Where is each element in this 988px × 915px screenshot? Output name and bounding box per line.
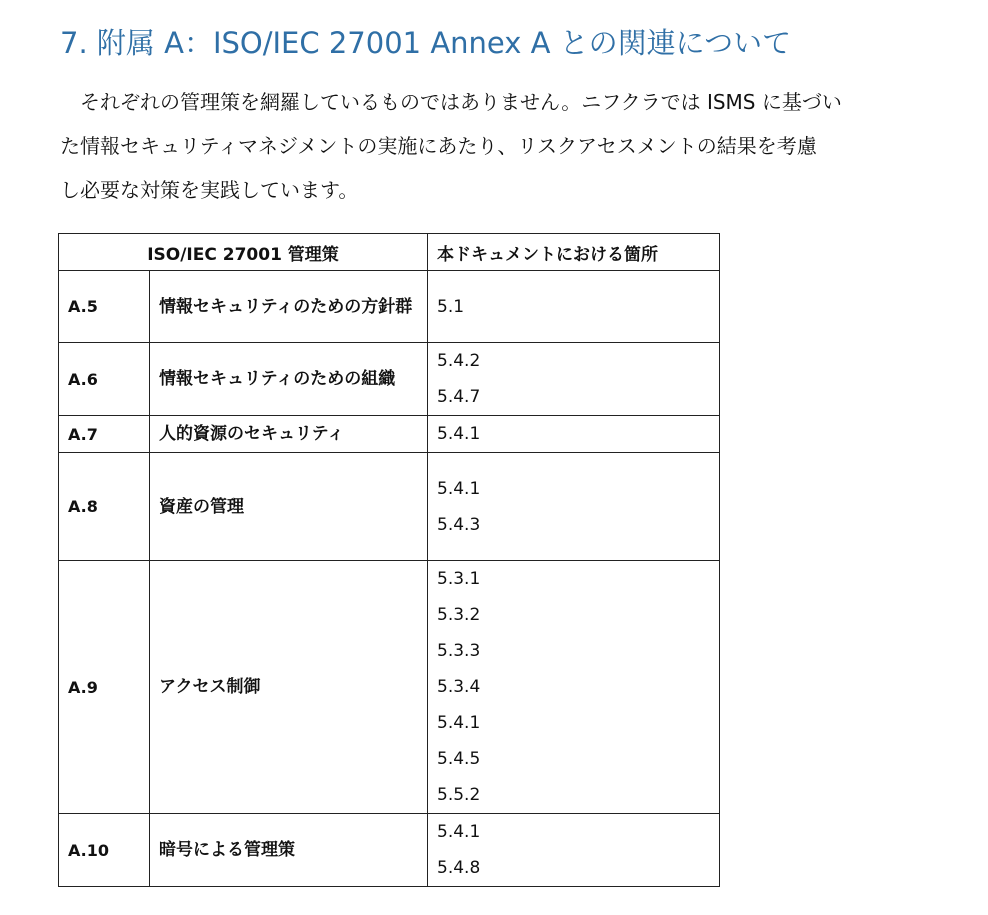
control-id: A.7 bbox=[59, 416, 150, 453]
intro-line: し必要な対策を実践しています。 bbox=[60, 178, 359, 202]
control-name: 人的資源のセキュリティ bbox=[150, 416, 428, 453]
header-iso-controls: ISO/IEC 27001 管理策 bbox=[59, 234, 428, 271]
control-id: A.5 bbox=[59, 271, 150, 343]
section-refs bbox=[428, 416, 720, 453]
section-ref: 5.3.3 bbox=[437, 641, 481, 661]
control-name: 暗号による管理策 bbox=[150, 814, 428, 887]
section-ref: 5.4.1 bbox=[437, 713, 481, 733]
control-id: A.10 bbox=[59, 814, 150, 887]
section-refs bbox=[428, 561, 720, 814]
section-ref: 5.3.4 bbox=[437, 677, 481, 697]
intro-line: た情報セキュリティマネジメントの実施にあたり、リスクアセスメントの結果を考慮 bbox=[60, 134, 817, 158]
control-name: アクセス制御 bbox=[150, 561, 428, 814]
section-heading: 7. 附属 A：ISO/IEC 27001 Annex A との関連について bbox=[60, 26, 792, 60]
header-document-section: 本ドキュメントにおける箇所 bbox=[428, 234, 720, 271]
section-ref: 5.4.1 bbox=[437, 822, 481, 842]
section-ref: 5.4.5 bbox=[437, 749, 481, 769]
section-ref: 5.4.1 bbox=[437, 478, 481, 499]
control-id: A.9 bbox=[59, 561, 150, 814]
section-ref: 5.4.2 bbox=[437, 351, 481, 371]
section-ref: 5.5.2 bbox=[437, 785, 481, 805]
section-ref: 5.1 bbox=[437, 296, 465, 317]
table-header-row bbox=[59, 234, 720, 271]
section-ref: 5.3.1 bbox=[437, 569, 481, 589]
intro-paragraph bbox=[60, 80, 930, 212]
section-ref: 5.4.1 bbox=[437, 424, 481, 444]
control-name: 資産の管理 bbox=[150, 453, 428, 561]
control-id: A.8 bbox=[59, 453, 150, 561]
section-refs bbox=[428, 343, 720, 416]
section-ref: 5.4.8 bbox=[437, 858, 481, 878]
control-name: 情報セキュリティのための方針群 bbox=[150, 271, 428, 343]
annex-mapping-table bbox=[58, 233, 720, 887]
control-id: A.6 bbox=[59, 343, 150, 416]
control-name: 情報セキュリティのための組織 bbox=[150, 343, 428, 416]
table-row bbox=[59, 416, 720, 453]
table-row bbox=[59, 561, 720, 814]
section-ref: 5.3.2 bbox=[437, 605, 481, 625]
section-ref: 5.4.3 bbox=[437, 514, 481, 535]
table-row bbox=[59, 814, 720, 887]
table-row bbox=[59, 453, 720, 561]
section-refs bbox=[428, 271, 720, 343]
section-ref: 5.4.7 bbox=[437, 387, 481, 407]
section-refs bbox=[428, 814, 720, 887]
table-row bbox=[59, 271, 720, 343]
section-refs bbox=[428, 453, 720, 561]
intro-line: それぞれの管理策を網羅しているものではありません。ニフクラでは ISMS に基づい bbox=[80, 90, 842, 114]
table-row bbox=[59, 343, 720, 416]
